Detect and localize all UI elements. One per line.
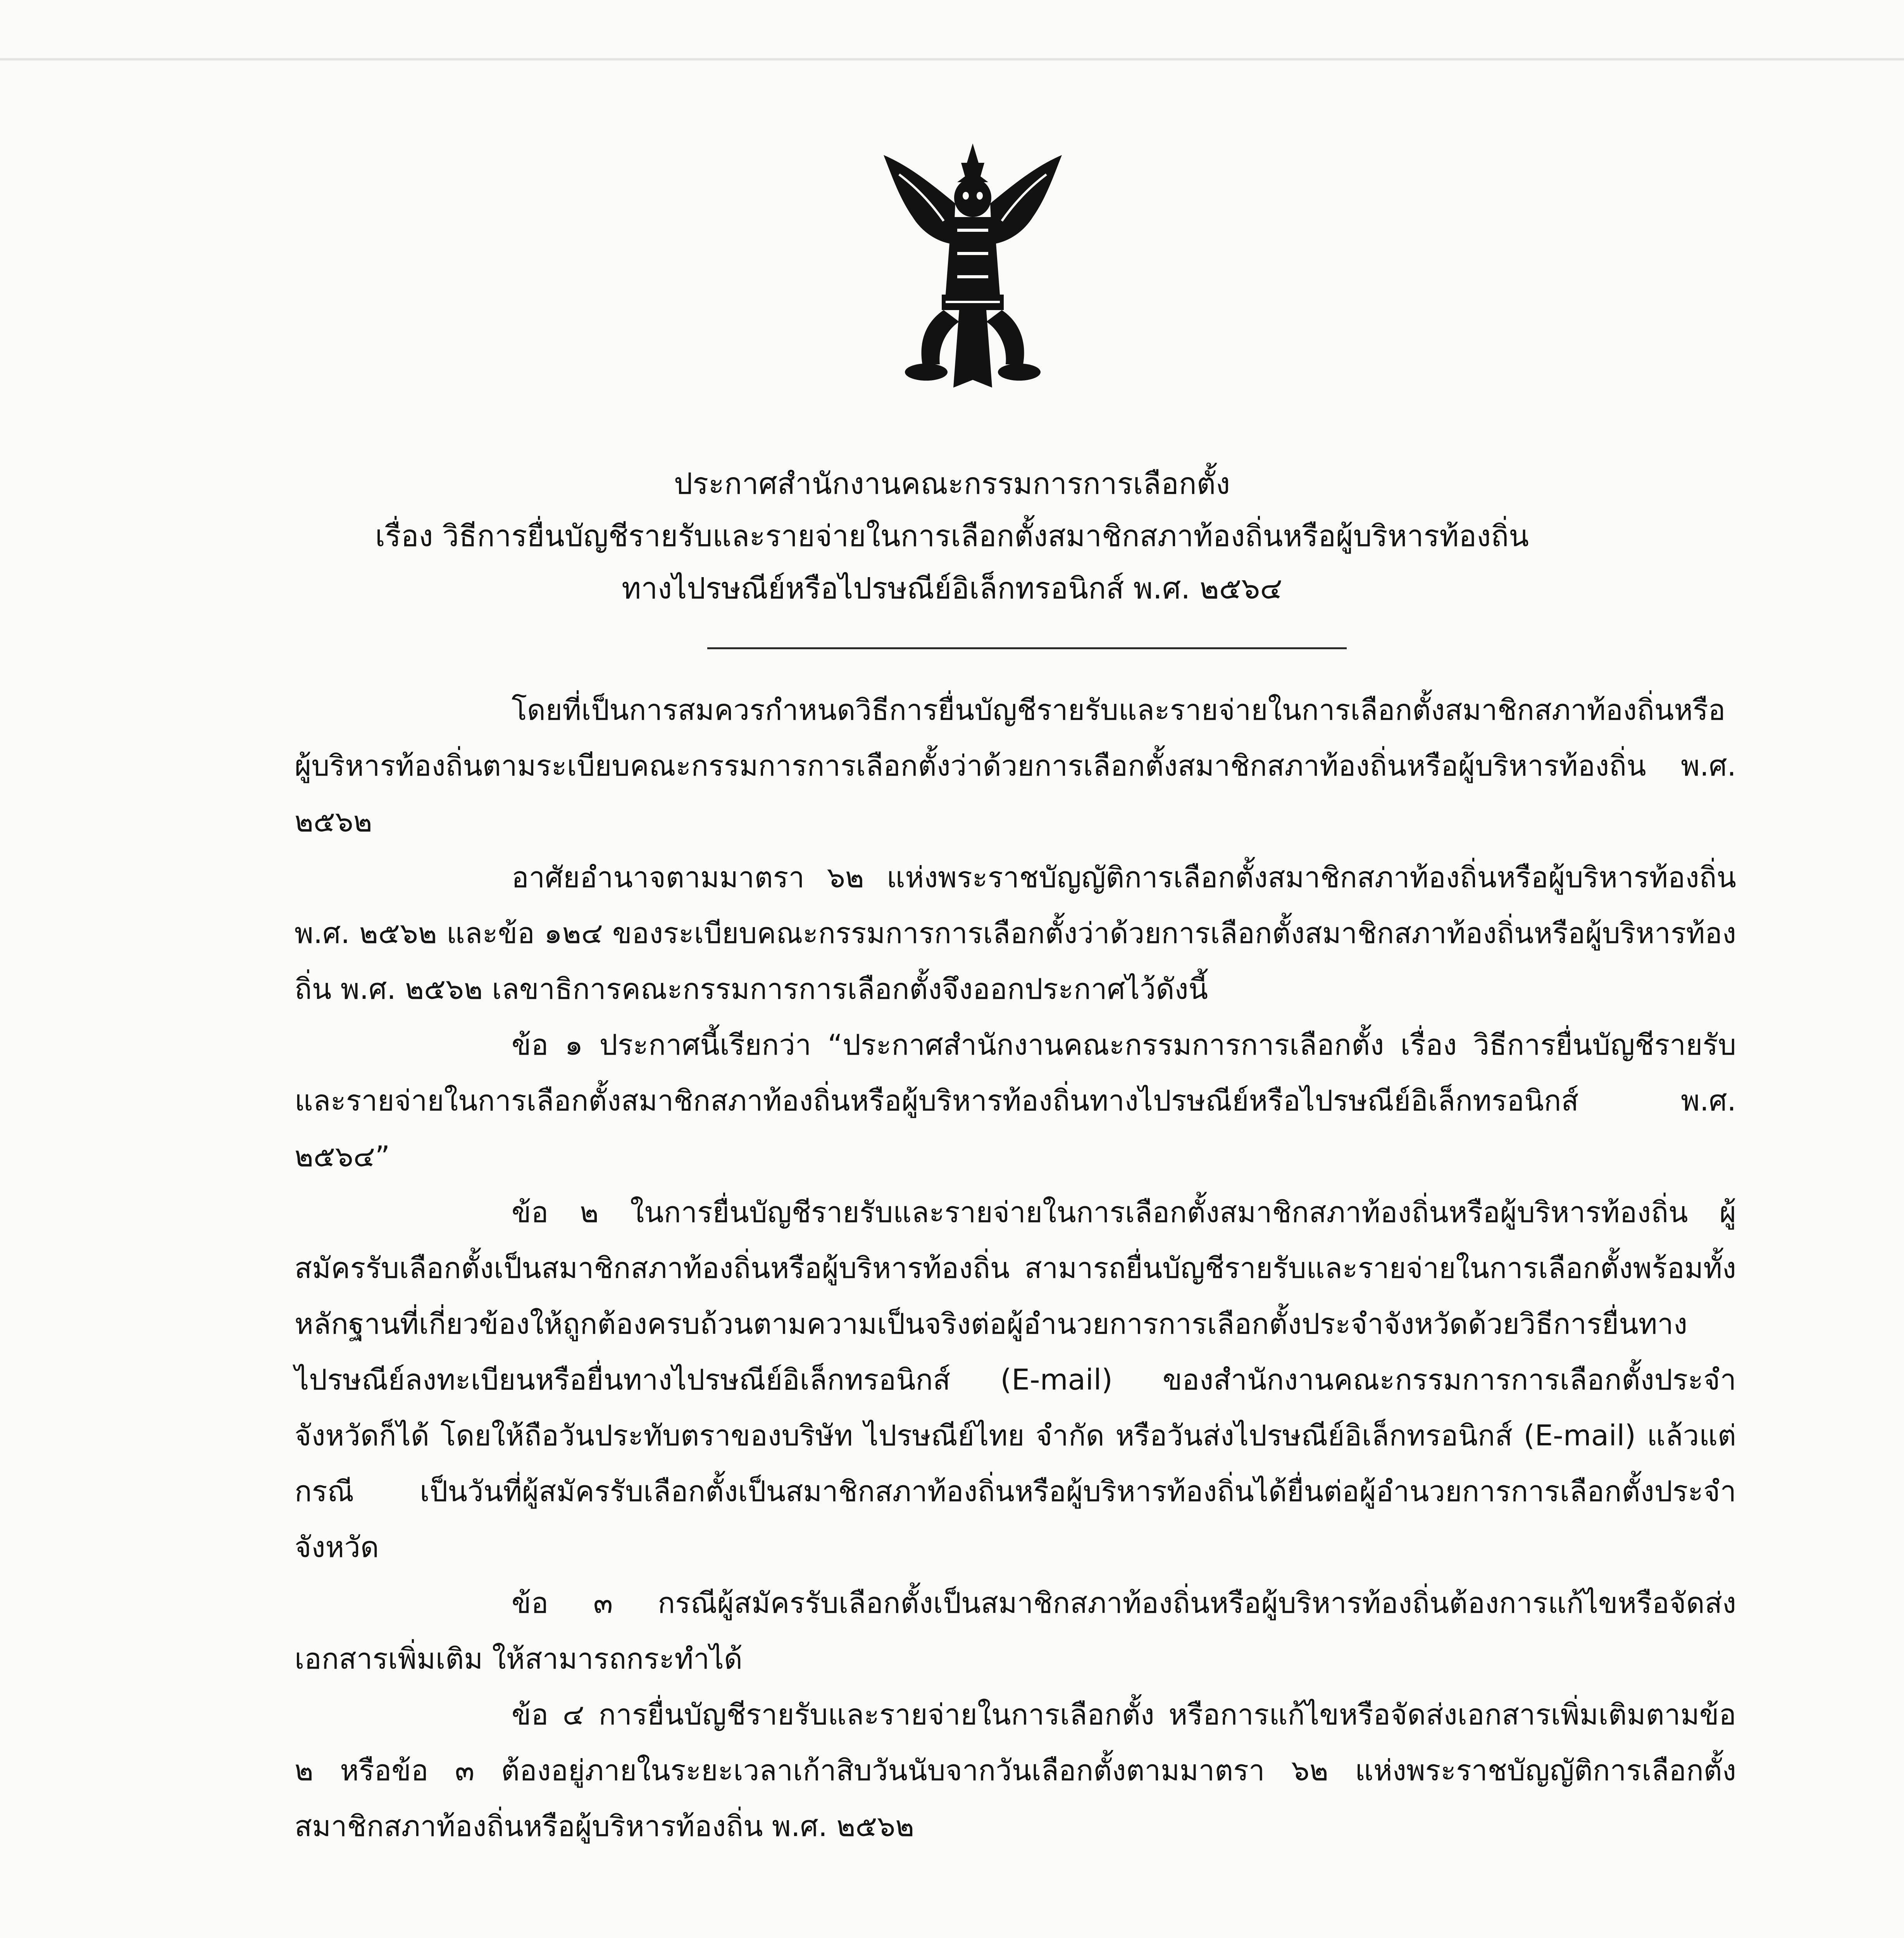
header-divider [707, 647, 1347, 649]
paragraph-preamble: โดยที่เป็นการสมควรกำหนดวิธีการยื่นบัญชีรายรับและรายจ่ายในการเลือกตั้งสมาชิกสภาท้องถิ่นหรือผู้บริหารท้องถิ่นตามระเบียบคณะกรรมการการเลือกตั้งว่าด้วยการเลือกตั้งสมาชิกสภาท้องถิ่นหรือผู้บริหารท้องถิ่น พ.ศ. ๒๕๖๒ [295, 693, 1736, 838]
header-line-3: ทางไปรษณีย์หรือไปรษณีย์อิเล็กทรอนิกส์ พ.ศ. ๒๕๖๔ [622, 571, 1282, 605]
paragraph-clause-4: ข้อ ๔ การยื่นบัญชีรายรับและรายจ่ายในการเลือกตั้ง หรือการแก้ไขหรือจัดส่งเอกสารเพิ่มเติมตามข้อ ๒ หรือข้อ ๓ ต้องอยู่ภายในระยะเวลาเก้าสิบวันนับจากวันเลือกตั้งตามมาตรา ๖๒ แห่งพระราชบัญญัติการเลือกตั้งสมาชิกสภาท้องถิ่นหรือผู้บริหารท้องถิ่น พ.ศ. ๒๕๖๒ [295, 1698, 1736, 1843]
document-body [295, 682, 1736, 1854]
paragraph-clause-3: ข้อ ๓ กรณีผู้สมัครรับเลือกตั้งเป็นสมาชิกสภาท้องถิ่นหรือผู้บริหารท้องถิ่นต้องการแก้ไขหรือจัดส่งเอกสารเพิ่มเติม ให้สามารถกระทำได้ [295, 1586, 1736, 1676]
paragraph-clause-1: ข้อ ๑ ประกาศนี้เรียกว่า “ประกาศสำนักงานคณะกรรมการการเลือกตั้ง เรื่อง วิธีการยื่นบัญชีรายรับและรายจ่ายในการเลือกตั้งสมาชิกสภาท้องถิ่นหรือผู้บริหารท้องถิ่นทางไปรษณีย์หรือไปรษณีย์อิเล็กทรอนิกส์ พ.ศ. ๒๕๖๔” [295, 1028, 1736, 1173]
paragraph-authority: อาศัยอำนาจตามมาตรา ๖๒ แห่งพระราชบัญญัติการเลือกตั้งสมาชิกสภาท้องถิ่นหรือผู้บริหารท้องถิ่น พ.ศ. ๒๕๖๒ และข้อ ๑๒๔ ของระเบียบคณะกรรมการการเลือกตั้งว่าด้วยการเลือกตั้งสมาชิกสภาท้องถิ่นหรือผู้บริหารท้องถิ่น พ.ศ. ๒๕๖๒ เลขาธิการคณะกรรมการการเลือกตั้งจึงออกประกาศไว้ดังนี้ [295, 861, 1736, 1006]
document-header [233, 457, 1671, 614]
header-line-1: ประกาศสำนักงานคณะกรรมการการเลือกตั้ง [674, 466, 1230, 501]
scan-edge-line [0, 58, 1904, 60]
garuda-emblem-icon [876, 140, 1070, 403]
header-line-2: เรื่อง วิธีการยื่นบัญชีรายรับและรายจ่ายในการเลือกตั้งสมาชิกสภาท้องถิ่นหรือผู้บริหารท้องถิ่น [375, 519, 1529, 553]
paragraph-clause-2: ข้อ ๒ ในการยื่นบัญชีรายรับและรายจ่ายในการเลือกตั้งสมาชิกสภาท้องถิ่นหรือผู้บริหารท้องถิ่น ผู้สมัครรับเลือกตั้งเป็นสมาชิกสภาท้องถิ่นหรือผู้บริหารท้องถิ่น สามารถยื่นบัญชีรายรับและรายจ่ายในการเลือกตั้งพร้อมทั้งหลักฐานที่เกี่ยวข้องให้ถูกต้องครบถ้วนตามความเป็นจริงต่อผู้อำนวยการการเลือกตั้งประจำจังหวัดด้วยวิธีการยื่นทางไปรษณีย์ลงทะเบียนหรือยื่นทางไปรษณีย์อิเล็กทรอนิกส์ (E-mail) ของสำนักงานคณะกรรมการการเลือกตั้งประจำจังหวัดก็ได้ โดยให้ถือวันประทับตราของบริษัท ไปรษณีย์ไทย จำกัด หรือวันส่งไปรษณีย์อิเล็กทรอนิกส์ (E-mail) แล้วแต่กรณี เป็นวันที่ผู้สมัครรับเลือกตั้งเป็นสมาชิกสภาท้องถิ่นหรือผู้บริหารท้องถิ่นได้ยื่นต่อผู้อำนวยการการเลือกตั้งประจำจังหวัด [295, 1196, 1736, 1564]
